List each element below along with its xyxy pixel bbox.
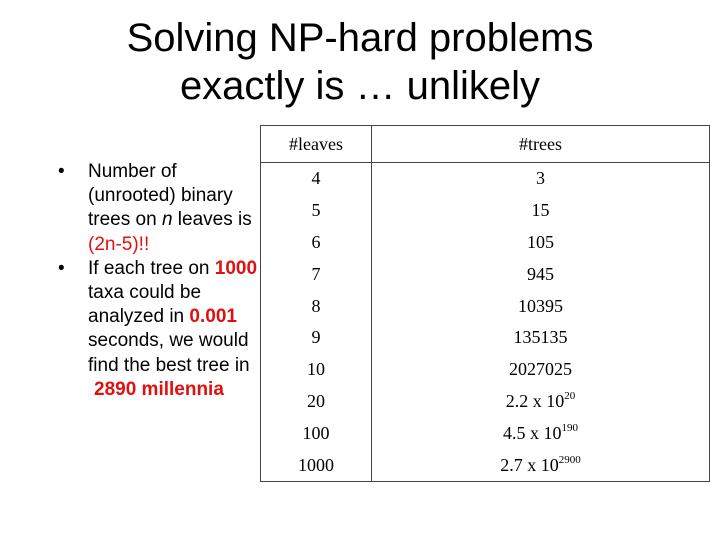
cell-leaves: 4 [261, 163, 372, 195]
cell-trees: 2.7 x $10^{2900}$ [500, 453, 581, 475]
table-row [261, 354, 710, 386]
bullet-text: taxa could be analyzed in [88, 282, 202, 328]
table-row [261, 322, 710, 354]
cell-trees: 945 [527, 263, 554, 284]
cell-trees: 15 [531, 200, 550, 221]
cell-trees: 135135 [513, 327, 568, 348]
table-row [261, 227, 710, 259]
cell-leaves: 5 [261, 195, 372, 227]
title-line-1: Solving NP-hard problems [126, 16, 594, 60]
cell-leaves: 1000 [261, 449, 372, 481]
formula-highlight: (2n-5)!! [88, 233, 150, 255]
cell-trees: 2027025 [509, 359, 572, 380]
bullet-item [58, 160, 258, 257]
title-line-2: exactly is … unlikely [179, 64, 541, 108]
bullet-text: seconds, we would find the best tree in [88, 330, 250, 376]
seconds-highlight: 0.001 [189, 306, 237, 328]
table-row [261, 417, 710, 449]
table-row [261, 449, 710, 481]
cell-trees: 4.5 x $10^{190}$ [503, 421, 578, 443]
millennia-highlight: 2890 millennia [94, 378, 224, 400]
bullet-item [58, 257, 258, 402]
cell-leaves: 100 [261, 417, 372, 449]
cell-leaves: 7 [261, 258, 372, 290]
trees-table [260, 125, 710, 482]
table-header-row [261, 126, 710, 163]
cell-trees: 105 [527, 231, 554, 252]
table-row [261, 386, 710, 418]
table-row [261, 258, 710, 290]
table-row [261, 195, 710, 227]
slide-title [0, 14, 720, 110]
cell-trees: 3 [536, 168, 545, 189]
bullet-list [58, 160, 258, 402]
cell-leaves: 8 [261, 290, 372, 322]
table-row [261, 163, 710, 195]
cell-trees: 2.2 x $10^{20}$ [505, 389, 576, 411]
taxa-highlight: 1000 [214, 257, 258, 279]
cell-leaves: 10 [261, 354, 372, 386]
bullet-text: leaves is [172, 209, 252, 231]
table-row [261, 290, 710, 322]
variable-n: n [161, 209, 173, 231]
bullet-text: If each tree on [88, 257, 215, 279]
cell-leaves: 6 [261, 227, 372, 259]
cell-leaves: 9 [261, 322, 372, 354]
bullet-icon: • [58, 257, 65, 279]
header-trees: #trees [372, 126, 710, 163]
cell-trees: 10395 [518, 295, 563, 316]
header-leaves: #leaves [261, 126, 372, 163]
bullet-icon: • [58, 161, 65, 182]
bullet-text: Number of (unrooted) binary trees on [88, 161, 233, 231]
cell-leaves: 20 [261, 386, 372, 418]
